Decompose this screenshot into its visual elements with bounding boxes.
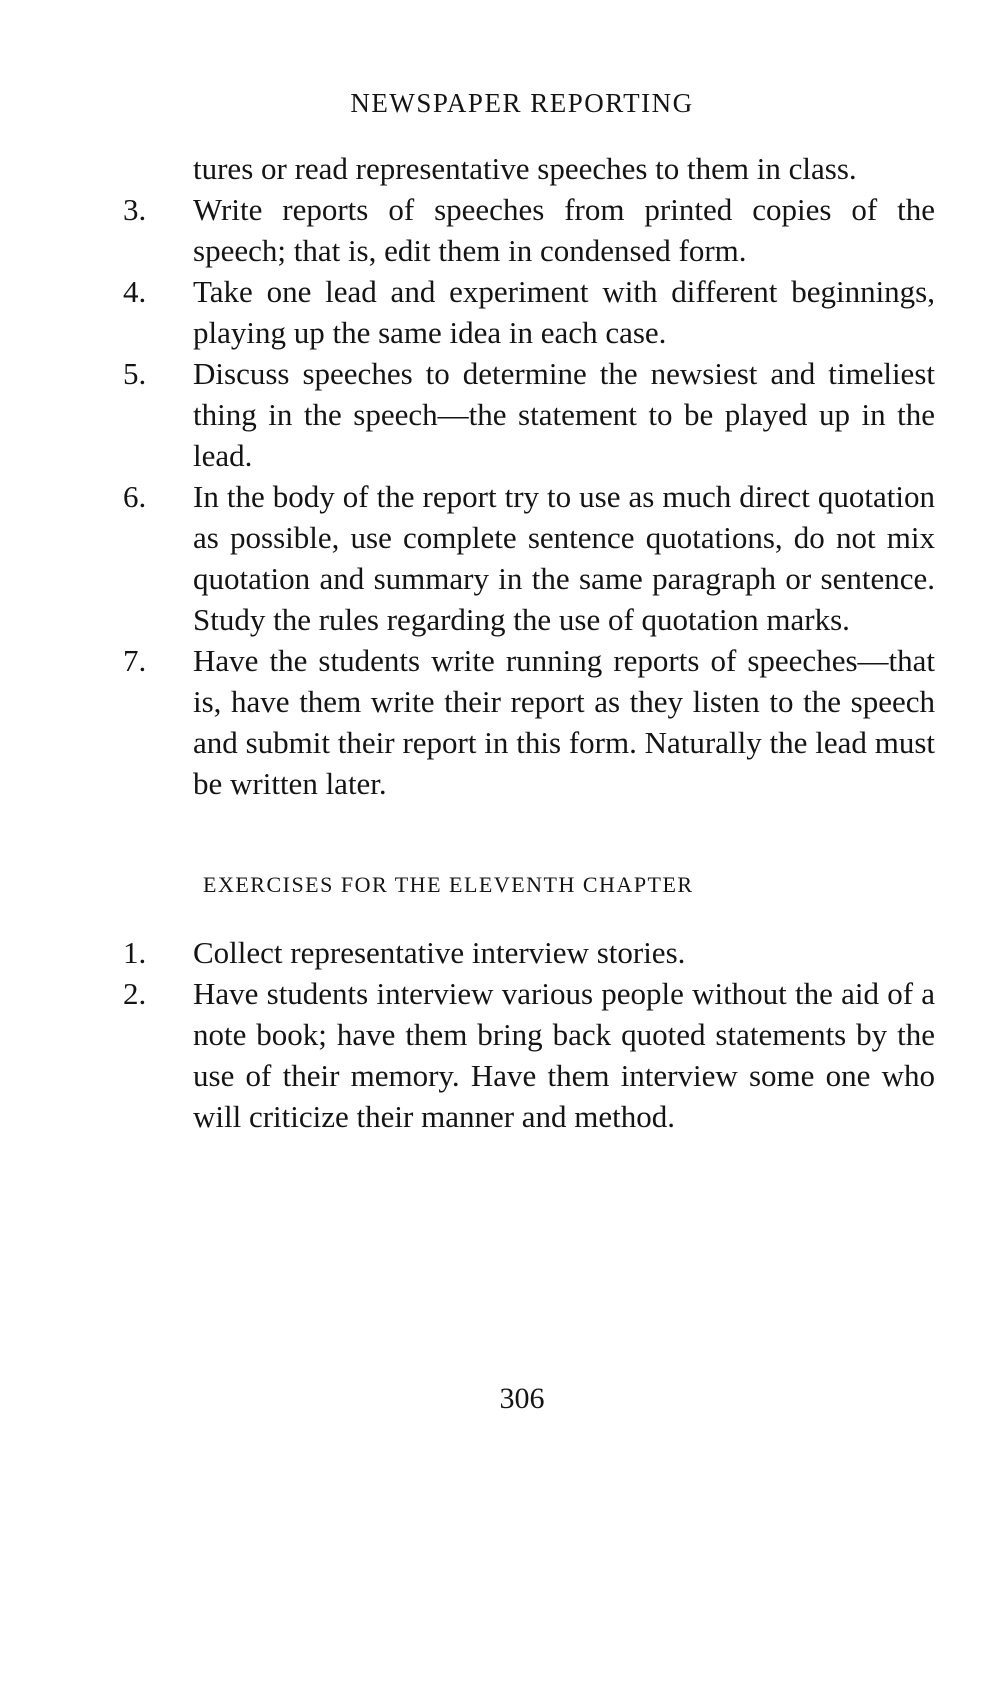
item-text: Discuss speeches to determine the newsiest and timeliest thing in the speech—the statement to be played up in the lead. <box>193 356 935 473</box>
item-number: 7. <box>123 643 147 678</box>
item-number: 6. <box>123 479 147 514</box>
list-item <box>123 973 935 1137</box>
list-item <box>123 476 935 640</box>
list-item <box>123 353 935 476</box>
list-item <box>123 932 935 973</box>
page-number: 306 <box>499 1382 545 1415</box>
item-text: Have the students write running reports of speeches—that is, have them write their report as they listen to the speech and submit their report in this form. Naturally the lead must be written later. <box>193 643 935 801</box>
page-body <box>123 148 935 1137</box>
item-text: Collect representative interview stories. <box>193 935 686 970</box>
item-number: 5. <box>123 356 147 391</box>
list-item <box>123 640 935 804</box>
section-heading: EXERCISES FOR THE ELEVENTH CHAPTER <box>203 872 694 897</box>
item-number: 3. <box>123 192 147 227</box>
running-head: NEWSPAPER REPORTING <box>350 88 694 118</box>
exercise-list <box>123 932 935 1137</box>
item-text: Take one lead and experiment with different beginnings, playing up the same idea in each case. <box>193 274 935 350</box>
item-number: 2. <box>123 976 147 1011</box>
item-text: Have students interview various people without the aid of a note book; have them bring back quoted statements by the use of their memory. Have them interview some one who will criticize their manner and method. <box>193 976 935 1134</box>
item-number: 4. <box>123 274 147 309</box>
item-number: 1. <box>123 935 147 970</box>
item-text: In the body of the report try to use as much direct quotation as possible, use complete sentence quotations, do not mix quotation and summary in the same paragraph or sentence. Study the rules regarding the use of quotation marks. <box>193 479 935 637</box>
list-item <box>123 271 935 353</box>
exercise-list <box>123 189 935 804</box>
item-text: Write reports of speeches from printed copies of the speech; that is, edit them in condensed form. <box>193 192 935 268</box>
list-item <box>123 189 935 271</box>
continuation-paragraph: tures or read representative speeches to them in class. <box>193 151 857 186</box>
